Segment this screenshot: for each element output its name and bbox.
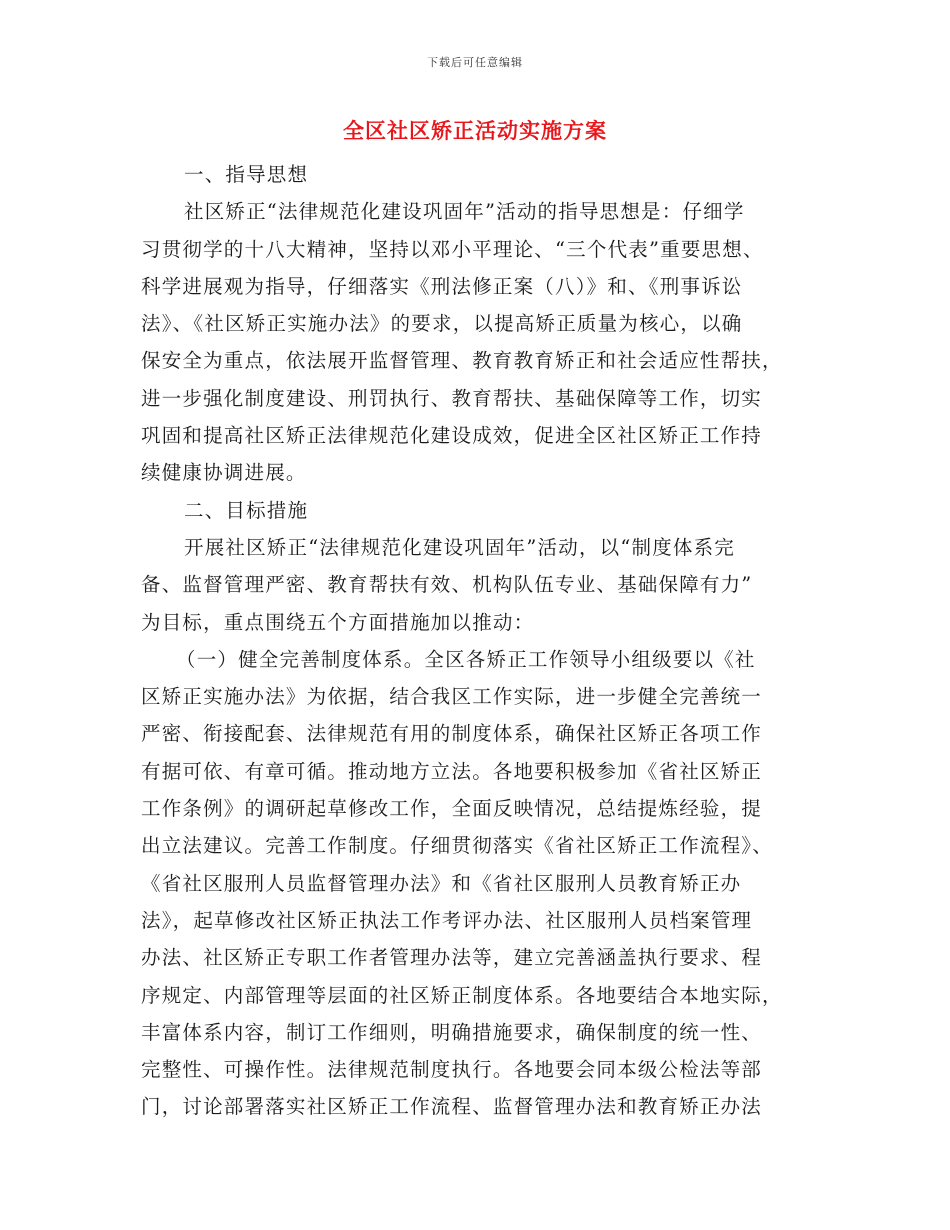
body-line: 区矫正实施办法》为依据，结合我区工作实际，进一步健全完善统一	[141, 685, 763, 709]
body-line: 科学进展观为指导，仔细落实《刑法修正案（八）》和、《刑事诉讼	[141, 274, 743, 298]
body-line: 习贯彻学的十八大精神，坚持以邓小平理论、“三个代表”重要思想、	[141, 237, 764, 261]
body-line: （一）健全完善制度体系。全区各矫正工作领导小组级要以《社	[176, 647, 756, 671]
body-line: 续健康协调进展。	[141, 461, 307, 485]
document-title: 全区社区矫正活动实施方案	[343, 119, 607, 143]
body-line: 序规定、内部管理等层面的社区矫正制度体系。各地要结合本地实际，	[141, 983, 783, 1007]
body-line: 出立法建议。完善工作制度。仔细贯彻落实《省社区矫正工作流程》、	[141, 834, 773, 858]
body-line: 门，讨论部署落实社区矫正工作流程、监督管理办法和教育矫正办法	[141, 1095, 763, 1119]
body-line: 办法、社区矫正专职工作者管理办法等，建立完善涵盖执行要求、程	[141, 946, 763, 970]
body-line: 严密、衔接配套、法律规范有用的制度体系，确保社区矫正各项工作	[141, 722, 763, 746]
body-line: 工作条例》的调研起草修改工作，全面反映情况，总结提炼经验，提	[141, 797, 763, 821]
body-line: 法》、《社区矫正实施办法》的要求，以提高矫正质量为核心，以确	[141, 312, 743, 336]
body-line: 社区矫正“法律规范化建设巩固年”活动的指导思想是：仔细学	[184, 200, 745, 224]
page-header-note: 下载后可任意编辑	[427, 56, 523, 69]
body-line: 有据可依、有章可循。推动地方立法。各地要积极参加《省社区矫正	[141, 759, 763, 783]
body-line: 二、目标措施	[184, 498, 309, 522]
body-line: 保安全为重点，依法展开监督管理、教育教育矫正和社会适应性帮扶，	[141, 349, 783, 373]
body-line: 备、监督管理严密、教育帮扶有效、机构队伍专业、基础保障有力”	[141, 573, 753, 597]
body-line: 巩固和提高社区矫正法律规范化建设成效，促进全区社区矫正工作持	[141, 424, 763, 448]
body-line: 一、指导思想	[184, 163, 309, 186]
document-body	[141, 156, 809, 1126]
body-line: 开展社区矫正“法律规范化建设巩固年”活动，以“制度体系完	[184, 535, 736, 559]
body-line: 法》，起草修改社区矫正执法工作考评办法、社区服刑人员档案管理	[141, 908, 753, 932]
body-line: 完整性、可操作性。法律规范制度执行。各地要会同本级公检法等部	[141, 1058, 763, 1082]
body-line: 进一步强化制度建设、刑罚执行、教育帮扶、基础保障等工作，切实	[141, 386, 763, 410]
body-line: 丰富体系内容，制订工作细则，明确措施要求，确保制度的统一性、	[141, 1020, 763, 1044]
body-line: 《省社区服刑人员监督管理办法》和《省社区服刑人员教育矫正办	[141, 871, 742, 895]
body-line: 为目标，重点围绕五个方面措施加以推动：	[141, 610, 535, 634]
